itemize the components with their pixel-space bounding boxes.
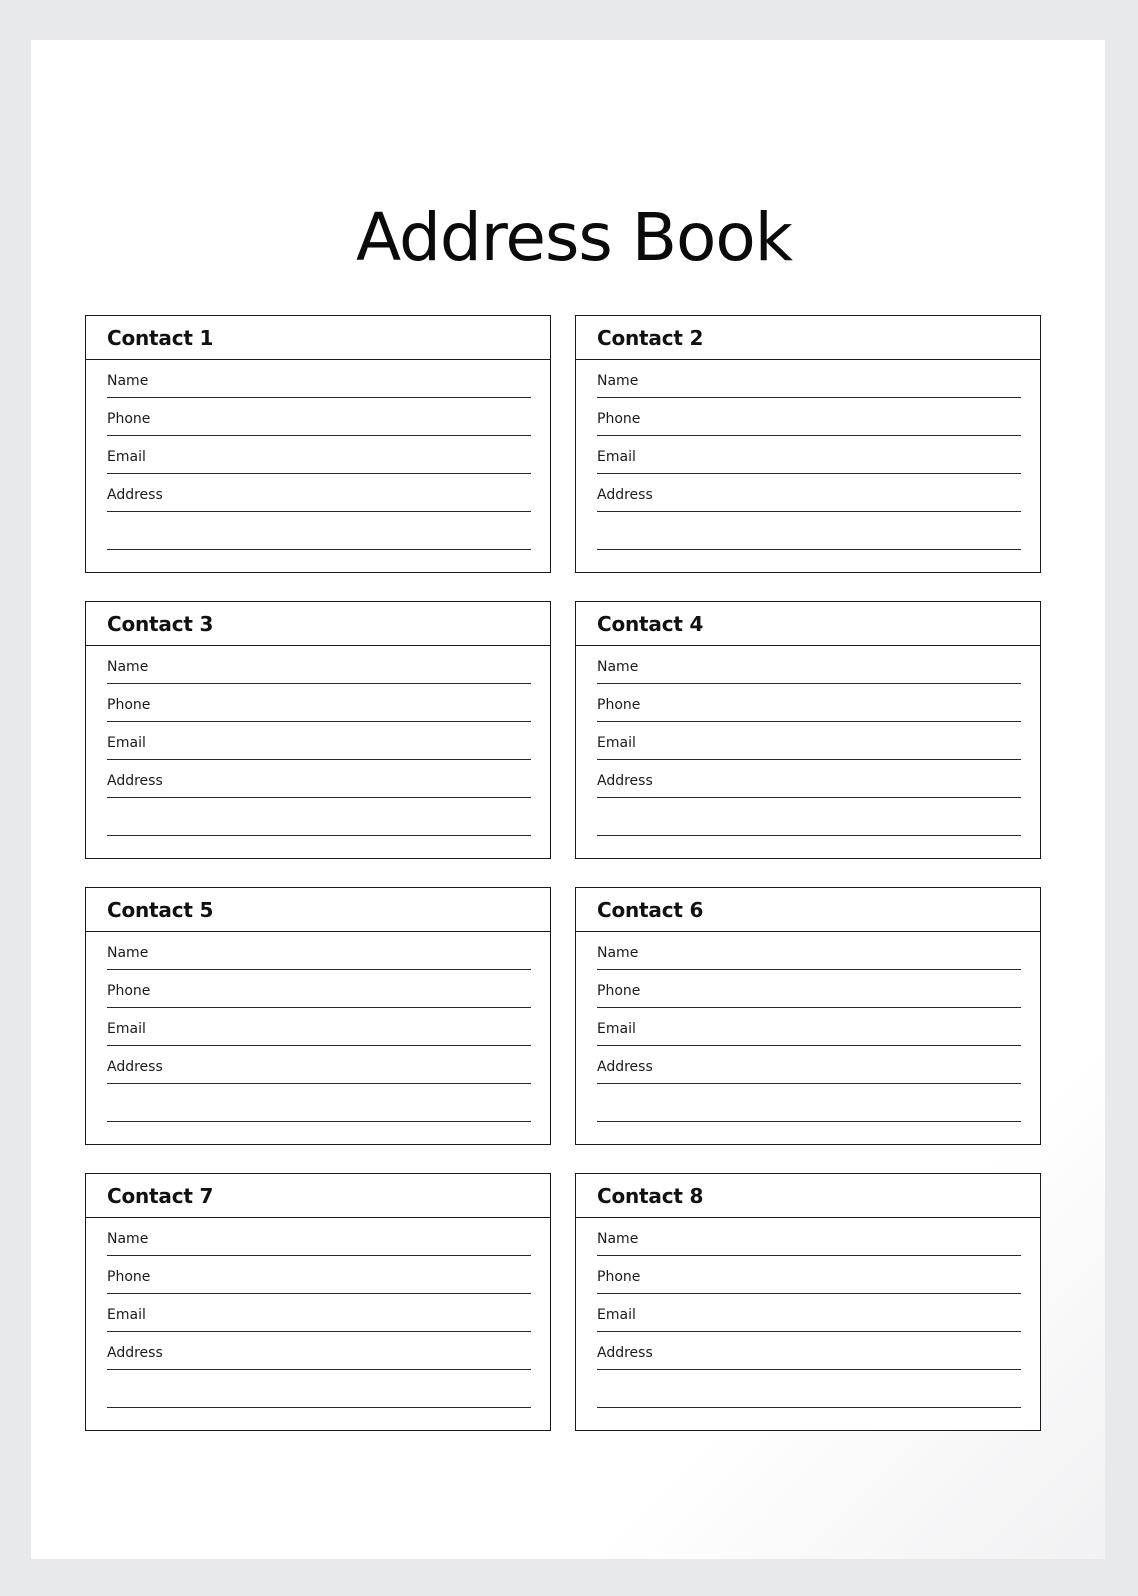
address-field[interactable] xyxy=(107,474,531,512)
name-field[interactable] xyxy=(597,1218,1021,1256)
contact-card-header xyxy=(86,1174,550,1218)
phone-label: Phone xyxy=(107,697,151,713)
name-field[interactable] xyxy=(107,646,531,684)
contact-card-title: Contact 8 xyxy=(597,1183,704,1208)
name-field[interactable] xyxy=(597,932,1021,970)
email-field[interactable] xyxy=(107,1008,531,1046)
address-label: Address xyxy=(107,773,163,789)
phone-label: Phone xyxy=(597,411,641,427)
email-label: Email xyxy=(597,1021,636,1037)
email-field[interactable] xyxy=(107,1294,531,1332)
name-field[interactable] xyxy=(107,932,531,970)
name-label: Name xyxy=(597,945,639,961)
contact-card-title: Contact 6 xyxy=(597,897,704,922)
name-label: Name xyxy=(597,1231,639,1247)
contact-card-title: Contact 2 xyxy=(597,325,704,350)
address-field[interactable] xyxy=(597,760,1021,798)
page-title: Address Book xyxy=(355,199,793,276)
email-label: Email xyxy=(597,1307,636,1323)
contact-card-4 xyxy=(575,601,1041,859)
address-field[interactable] xyxy=(597,1332,1021,1370)
email-label: Email xyxy=(107,1021,146,1037)
address-label: Address xyxy=(107,487,163,503)
address-label: Address xyxy=(107,1345,163,1361)
address-label: Address xyxy=(597,487,653,503)
contact-card-header xyxy=(86,602,550,646)
address-label: Address xyxy=(597,773,653,789)
contact-card-2 xyxy=(575,315,1041,573)
name-label: Name xyxy=(597,373,639,389)
address-field[interactable] xyxy=(597,474,1021,512)
email-field[interactable] xyxy=(597,1294,1021,1332)
phone-field[interactable] xyxy=(597,1256,1021,1294)
phone-field[interactable] xyxy=(107,970,531,1008)
name-label: Name xyxy=(107,945,149,961)
contact-card-3 xyxy=(85,601,551,859)
name-field[interactable] xyxy=(107,360,531,398)
contact-card-header xyxy=(576,888,1040,932)
address-line-2-field[interactable] xyxy=(597,798,1021,836)
phone-label: Phone xyxy=(597,697,641,713)
contact-card-7 xyxy=(85,1173,551,1431)
name-label: Name xyxy=(597,659,639,675)
contact-card-header xyxy=(576,316,1040,360)
email-field[interactable] xyxy=(597,1008,1021,1046)
address-line-2-field[interactable] xyxy=(107,798,531,836)
name-field[interactable] xyxy=(597,360,1021,398)
contact-card-6 xyxy=(575,887,1041,1145)
phone-field[interactable] xyxy=(597,970,1021,1008)
contact-card-header xyxy=(576,602,1040,646)
phone-label: Phone xyxy=(107,411,151,427)
phone-field[interactable] xyxy=(107,1256,531,1294)
email-label: Email xyxy=(107,735,146,751)
phone-label: Phone xyxy=(597,983,641,999)
phone-label: Phone xyxy=(107,1269,151,1285)
phone-field[interactable] xyxy=(107,398,531,436)
address-label: Address xyxy=(597,1059,653,1075)
email-field[interactable] xyxy=(107,722,531,760)
name-field[interactable] xyxy=(107,1218,531,1256)
paper-page xyxy=(31,40,1105,1559)
address-field[interactable] xyxy=(107,760,531,798)
address-line-2-field[interactable] xyxy=(107,1370,531,1408)
address-line-2-field[interactable] xyxy=(597,512,1021,550)
phone-field[interactable] xyxy=(597,684,1021,722)
phone-field[interactable] xyxy=(597,398,1021,436)
name-label: Name xyxy=(107,373,149,389)
name-label: Name xyxy=(107,659,149,675)
email-label: Email xyxy=(107,449,146,465)
contact-card-title: Contact 3 xyxy=(107,611,214,636)
contact-card-1 xyxy=(85,315,551,573)
email-field[interactable] xyxy=(597,722,1021,760)
address-field[interactable] xyxy=(597,1046,1021,1084)
phone-field[interactable] xyxy=(107,684,531,722)
contact-card-5 xyxy=(85,887,551,1145)
contact-card-header xyxy=(576,1174,1040,1218)
address-line-2-field[interactable] xyxy=(107,512,531,550)
contact-card-header xyxy=(86,316,550,360)
address-field[interactable] xyxy=(107,1046,531,1084)
email-label: Email xyxy=(597,449,636,465)
address-label: Address xyxy=(597,1345,653,1361)
address-field[interactable] xyxy=(107,1332,531,1370)
contact-card-title: Contact 5 xyxy=(107,897,214,922)
contact-card-8 xyxy=(575,1173,1041,1431)
name-label: Name xyxy=(107,1231,149,1247)
contact-card-header xyxy=(86,888,550,932)
phone-label: Phone xyxy=(107,983,151,999)
email-label: Email xyxy=(107,1307,146,1323)
address-line-2-field[interactable] xyxy=(107,1084,531,1122)
contact-card-title: Contact 4 xyxy=(597,611,704,636)
email-field[interactable] xyxy=(597,436,1021,474)
phone-label: Phone xyxy=(597,1269,641,1285)
address-line-2-field[interactable] xyxy=(597,1084,1021,1122)
email-field[interactable] xyxy=(107,436,531,474)
contact-card-title: Contact 7 xyxy=(107,1183,214,1208)
email-label: Email xyxy=(597,735,636,751)
name-field[interactable] xyxy=(597,646,1021,684)
address-label: Address xyxy=(107,1059,163,1075)
contact-card-title: Contact 1 xyxy=(107,325,214,350)
address-line-2-field[interactable] xyxy=(597,1370,1021,1408)
